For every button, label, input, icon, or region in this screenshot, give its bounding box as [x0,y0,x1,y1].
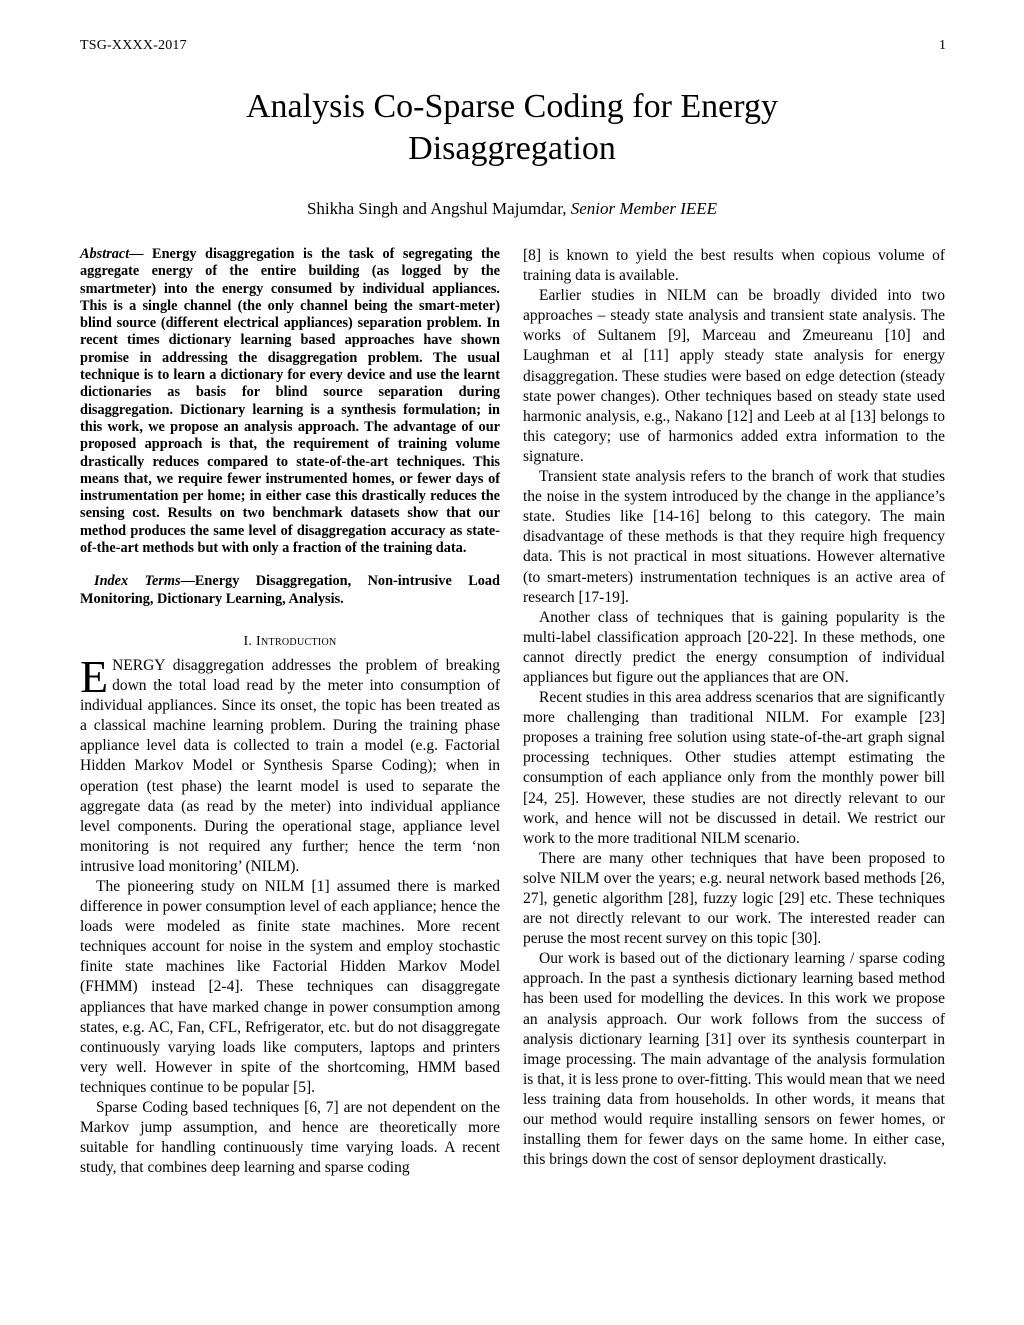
index-terms [80,573,500,608]
drop-cap: E [80,650,109,702]
running-header: TSG-XXXX-2017 [80,38,187,53]
right-paragraph-5: There are many other techniques that have been proposed to solve NILM over the years; e.g. neural network based methods [26, 27], genetic algorithm [28], fuzzy logic [29] etc. These techniques are not directly relevant to our work. The interested reader can peruse the most recent survey on this topic [30]. [523,849,945,948]
left-column [80,246,500,1178]
page-number: 1 [939,38,946,53]
abstract-label: Abstract— [80,246,144,262]
section-numeral: I. [243,633,253,649]
index-terms-label: Index Terms [94,573,181,590]
right-paragraph-2: Transient state analysis refers to the branch of work that studies the noise in the system introduced by the change in the appliance’s state. Studies like [14-16] belong to this category. The main disadvantage of these methods is that they require high frequency data. This is not practical in most situations. However alternative (to smart-meters) instrumentation techniques is an active area of research [17-19]. [523,468,945,606]
abstract-text: Energy disaggregation is the task of segregating the aggregate energy of the entire building (as logged by the smartmeter) into the energy consumed by individual appliances. This is a single channel (the only channel being the smart-meter) blind source (different electrical appliances) separation problem. In recent times dictionary learning based approaches have shown promise in addressing the disaggregation problem. The usual technique is to learn a dictionary for every device and use the learnt dictionaries as basis for blind source separation during disaggregation. Dictionary learning is a synthesis formulation; in this work, we propose an analysis approach. The advantage of our proposed approach is that, the requirement of training volume drastically reduces compared to state-of-the-art techniques. This means that, we require fewer instrumented homes, or fewer days of instrumentation per home; in either case this drastically reduces the sensing cost. Results on two benchmark datasets show that our method produces the same level of disaggregation accuracy as state-of-the-art methods but with only a fraction of the training data. [80,246,500,557]
section-title: Introduction [256,633,337,649]
right-paragraph-3: Another class of techniques that is gaining popularity is the multi-label classification approach [20-22]. In these methods, one cannot directly predict the energy consumption of individual appliances but figure out the appliances that are ON. [523,608,945,686]
author-names: Shikha Singh and Angshul Majumdar, [306,199,567,218]
intro-paragraph-2: The pioneering study on NILM [1] assumed there is marked difference in power consumption level of each appliance; hence the loads were modeled as finite state machines. More recent techniques account for noise in the system and employ stochastic finite state machines like Factorial Hidden Markov Model (FHMM) instead [2-4]. These techniques can disaggregate appliances that have marked change in power consumption among states, e.g. AC, Fan, CFL, Refrigerator, etc. but do not disaggregate continuously varying loads like computers, laptops and printers very well. However in spite of the shortcoming, HMM based techniques continue to be popular [5]. [80,877,500,1096]
right-paragraph-4: Recent studies in this area address scenarios that are significantly more challenging than traditional NILM. For example [23] proposes a training free solution using state-of-the-art graph signal processing techniques. Other studies attempt estimating the consumption of each appliance only from the monthly power bill [24, 25]. However, these studies are not directly relevant to our work, and hence will not be discussed in detail. We restrict our work to the more traditional NILM scenario. [523,689,945,847]
index-terms-text: —Energy Disaggregation, Non-intrusive Load Monitoring, Dictionary Learning, Analysis. [80,573,500,607]
paper-title [0,86,1024,170]
section-heading [80,634,500,650]
intro-paragraph-3: Sparse Coding based techniques [6, 7] are not dependent on the Markov jump assumption, and hence are theoretically more suitable for handling continuously time varying loads. A recent study, that combines deep learning and sparse coding [80,1099,500,1177]
author-affiliation: Senior Member IEEE [570,199,718,218]
intro-paragraph-1 [80,650,500,877]
right-paragraph-1: Earlier studies in NILM can be broadly divided into two approaches – steady state analysis and transient state analysis. The works of Sultanem [9], Marceau and Zmeureanu [10] and Laughman et al [11] apply steady state analysis for energy disaggregation. These studies were based on edge detection (steady state power changes). Other techniques based on steady state used harmonic analysis, e.g., Nakano [12] and Leeb at al [13] belongs to this category; use of harmonics added extra information to the signature. [523,287,945,465]
right-paragraph-0: [8] is known to yield the best results when copious volume of training data is available. [523,247,945,285]
abstract [80,246,500,557]
author-line [0,199,1024,219]
title-text: Analysis Co-Sparse Coding for Energy Disaggregation [246,88,778,167]
right-paragraph-6: Our work is based out of the dictionary learning / sparse coding approach. In the past a synthesis dictionary learning based method has been used for modelling the devices. In this work we propose an analysis approach. Our work follows from the success of analysis dictionary learning [31] over its synthesis counterpart in image processing. The main advantage of the analysis formulation is that, it is less prone to over-fitting. This would mean that we need less training data from households. In other words, it means that our method would require installing sensors on fewer homes, or installing them for fewer days on the same home. In either case, this brings down the cost of sensor deployment drastically. [523,950,945,1169]
intro-paragraph-1-text: NERGY disaggregation addresses the problem of breaking down the total load read by the meter into consumption of individual appliances. Since its onset, the topic has been treated as a classical machine learning problem. During the training phase appliance level data is collected to train a model (e.g. Factorial Hidden Markov Model or Synthesis Sparse Coding); when in operation (test phase) the learnt model is used to separate the aggregate data (as read by the meter) into individual appliance level components. During the operational stage, appliance level monitoring is not required any further; hence the term ‘non intrusive load monitoring’ (NILM). [80,656,500,875]
right-column [523,246,945,1170]
